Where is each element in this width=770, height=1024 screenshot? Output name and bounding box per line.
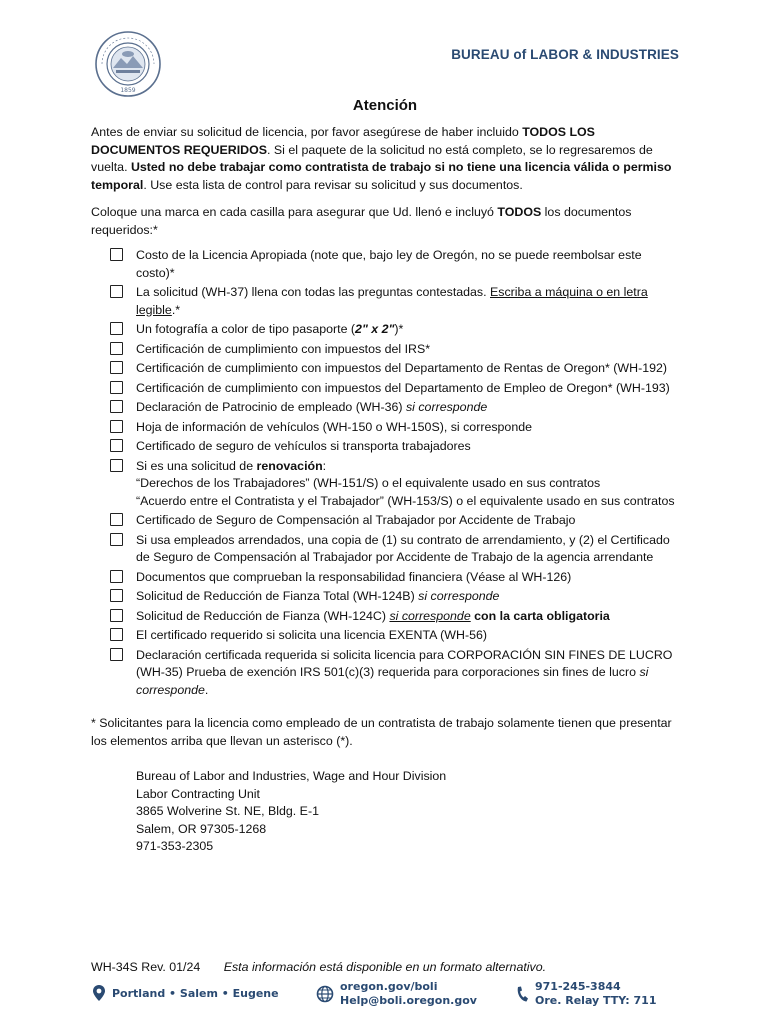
form-revision: WH-34S Rev. 01/24 [91,960,201,974]
oregon-state-seal-icon [94,30,162,98]
checklist-item: Si usa empleados arrendados, una copia de (1) su contrato de arrendamiento, y (2) el Certificado de Seguro de Compensación al Trabajador por Accidente de Trabajo de la agencia arrendante [109,532,679,567]
checklist-item: Solicitud de Reducción de Fianza (WH-124C) si corresponde con la carta obligatoria [109,608,679,626]
address-line: Labor Contracting Unit [136,786,260,801]
checklist-item: La solicitud (WH-37) llena con todas las preguntas contestadas. Escriba a máquina o en letra legible.* [109,284,679,319]
checklist-item: Certificación de cumplimiento con impuestos del Departamento de Empleo de Oregon* (WH-193) [109,380,679,398]
intro-paragraph: Antes de enviar su solicitud de licencia, por favor asegúrese de haber incluido TODOS LOS DOCUMENTOS REQUERIDOS. Si el paquete de la solicitud no está completo, se lo regresaremos de vuelta. Usted no debe trabajar como contratista de trabajo si no tiene una licencia válida o permiso temporal. Use esta lista de control para revisar su solicitud y sus documentos. [91,125,672,192]
checkbox[interactable] [110,628,123,641]
locations [92,984,279,1002]
checklist-item: Certificado de Seguro de Compensación al Trabajador por Accidente de Trabajo [109,512,679,530]
checkbox[interactable] [110,570,123,583]
checkbox[interactable] [110,381,123,394]
checklist-item: Si es una solicitud de renovación: “Derechos de los Trabajadores” (WH-151/S) o el equivalente usado en sus contratos “Acuerdo entre el Contratista y el Trabajador” (WH-153/S) o el equivalente usado en sus contratos [109,458,679,511]
checklist-item: Solicitud de Reducción de Fianza Total (WH-124B) si corresponde [109,588,679,606]
globe-icon [316,985,334,1003]
alt-format-note: Esta información está disponible en un formato alternativo. [223,960,547,974]
checklist-item: Declaración certificada requerida si solicita licencia para CORPORACIÓN SIN FINES DE LUCRO (WH-35) Prueba de exención IRS 501(c)(3) requerida para corporaciones sin fines de lucro si corresponde. [109,647,679,700]
address-line: Salem, OR 97305-1268 [136,821,267,836]
checklist-item: Un fotografía a color de tipo pasaporte (2" x 2")* [109,321,679,339]
document-body [91,96,679,856]
email-link[interactable]: Help@boli.oregon.gov [340,994,477,1007]
footer-line [91,960,546,974]
checklist-item: Costo de la Licencia Apropiada (note que, bajo ley de Oregón, no se puede reembolsar este costo)* [109,247,679,282]
checkbox[interactable] [110,533,123,546]
checkbox[interactable] [110,513,123,526]
checklist-item: Declaración de Patrocinio de empleado (WH-36) si corresponde [109,399,679,417]
document-checklist [91,247,679,699]
mailing-address [91,768,679,856]
phone-number[interactable]: 971-245-3844 [535,980,621,993]
checkbox[interactable] [110,248,123,261]
checklist-item: Certificación de cumplimiento con impuestos del IRS* [109,341,679,359]
page-title: Atención [352,97,418,114]
map-pin-icon [92,984,106,1002]
instruction-paragraph: Coloque una marca en cada casilla para asegurar que Ud. llenó e incluyó TODOS los documentos requeridos:* [91,205,632,237]
checkbox[interactable] [110,648,123,661]
checkbox[interactable] [110,589,123,602]
website-link[interactable]: oregon.gov/boli [340,980,438,993]
checkbox[interactable] [110,609,123,622]
footnote: * Solicitantes para la licencia como empleado de un contratista de trabajo solamente tienen que presentar los elementos arriba que llevan un asterisco (*). [91,716,672,748]
phone-icon [515,985,529,1003]
checkbox[interactable] [110,420,123,433]
checkbox[interactable] [110,342,123,355]
checkbox[interactable] [110,439,123,452]
checkbox[interactable] [110,322,123,335]
checkbox[interactable] [110,459,123,472]
checklist-item: Documentos que comprueban la responsabilidad financiera (Véase al WH-126) [109,569,679,587]
checklist-item: Hoja de información de vehículos (WH-150 o WH-150S), si corresponde [109,419,679,437]
svg-text:1859: 1859 [120,87,136,94]
checklist-item: Certificado de seguro de vehículos si transporta trabajadores [109,438,679,456]
address-phone: 971-353-2305 [136,839,214,853]
checklist-item: El certificado requerido si solicita una licencia EXENTA (WH-56) [109,627,679,645]
phone-contact [515,980,657,1008]
checkbox[interactable] [110,400,123,413]
locations-text: Portland • Salem • Eugene [112,986,279,1000]
web-contact [316,980,477,1008]
checklist-item: Certificación de cumplimiento con impuestos del Departamento de Rentas de Oregon* (WH-192) [109,360,679,378]
checkbox[interactable] [110,285,123,298]
checkbox[interactable] [110,361,123,374]
relay-number: Ore. Relay TTY: 711 [535,994,657,1007]
address-line: 3865 Wolverine St. NE, Bldg. E-1 [136,804,319,818]
contact-bar [0,980,770,1014]
address-line: Bureau of Labor and Industries, Wage and Hour Division [136,769,447,783]
agency-name: BUREAU of LABOR & INDUSTRIES [451,47,679,62]
